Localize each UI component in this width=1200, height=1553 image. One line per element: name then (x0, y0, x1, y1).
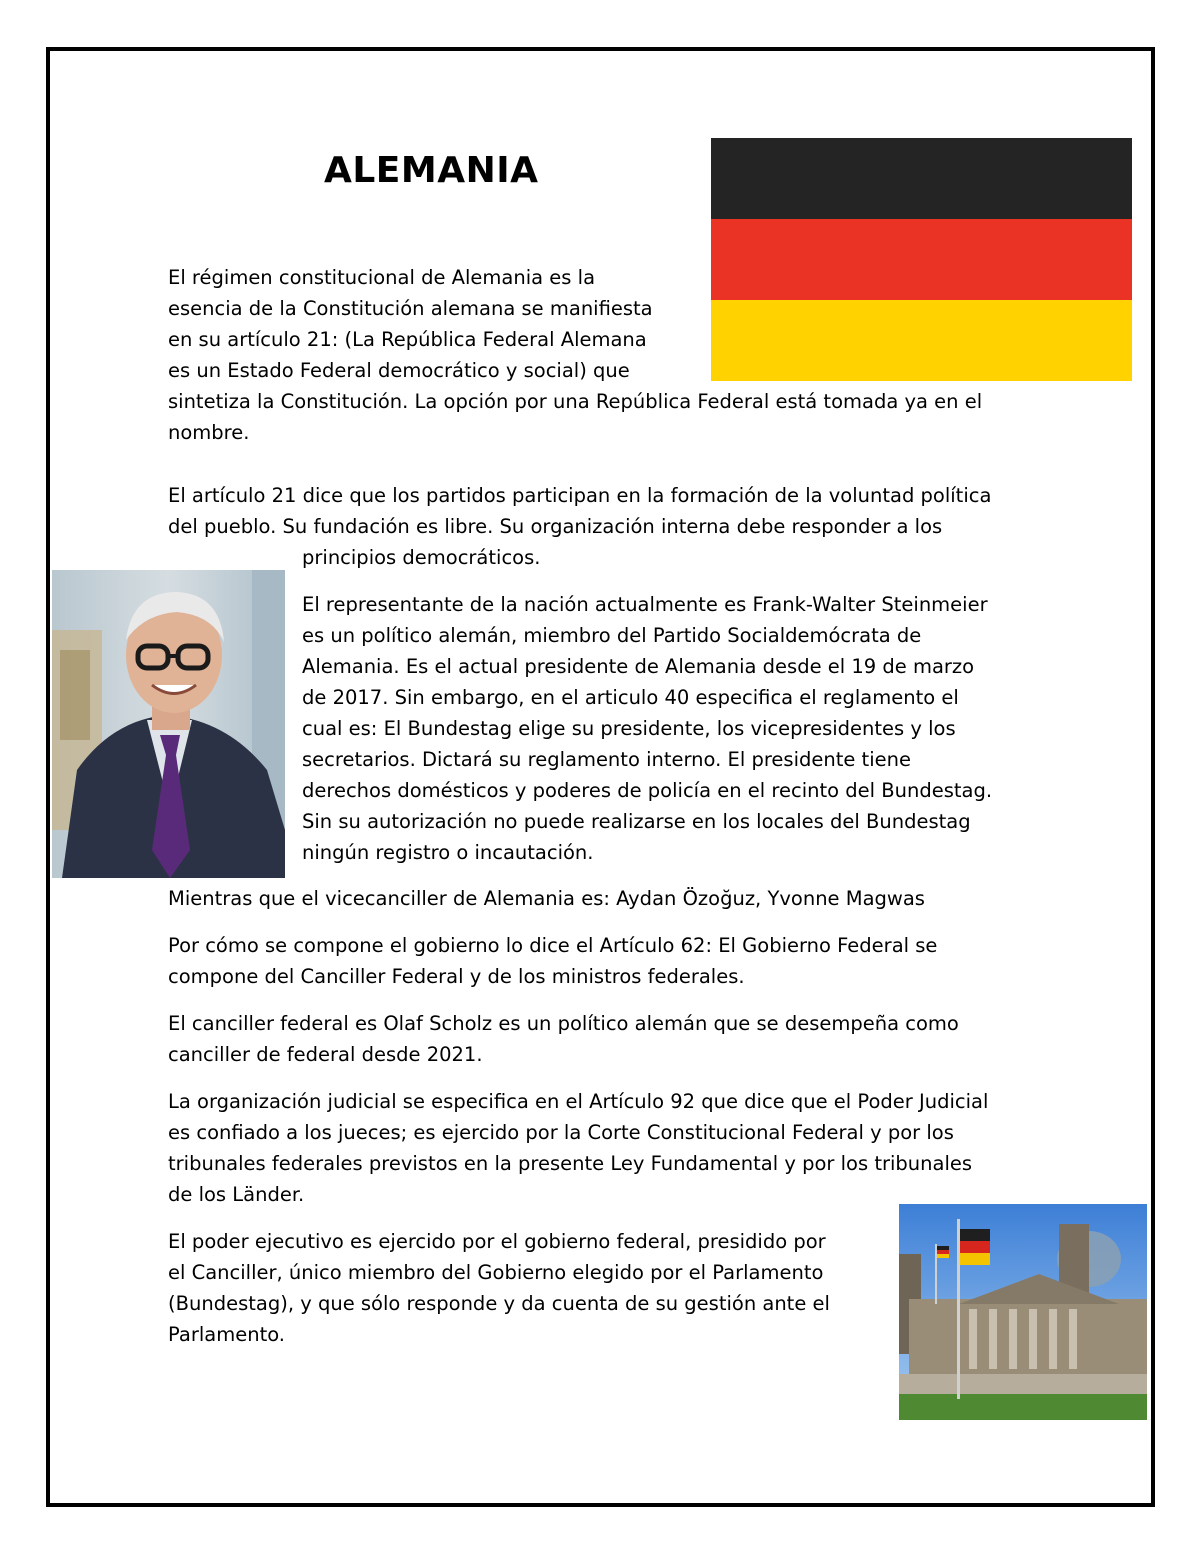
text-line: nombre. (168, 421, 250, 444)
text-line: esencia de la Constitución alemana se manifiesta (168, 297, 653, 320)
text-line: El régimen constitucional de Alemania es la (168, 266, 596, 289)
vice-chancellor-paragraph (168, 883, 925, 914)
text-line: de 2017. Sin embargo, en el articulo 40 especifica el reglamento el (302, 686, 959, 709)
text-line: El poder ejecutivo es ejercido por el gobierno federal, presidido por (168, 1230, 826, 1253)
text-line: Por cómo se compone el gobierno lo dice el Artículo 62: El Gobierno Federal se (168, 934, 938, 957)
text-line: El representante de la nación actualmente es Frank-Walter Steinmeier (302, 593, 988, 616)
text-line: El artículo 21 dice que los partidos participan en la formación de la voluntad política (168, 484, 992, 507)
text-line: Mientras que el vicecanciller de Alemania es: Aydan Özoğuz, Yvonne Magwas (168, 887, 925, 910)
text-line: cual es: El Bundestag elige su presidente, los vicepresidentes y los (302, 717, 956, 740)
text-line: en su artículo 21: (La República Federal Alemana (168, 328, 647, 351)
text-line: Sin su autorización no puede realizarse en los locales del Bundestag (302, 810, 971, 833)
text-line: Parlamento. (168, 1323, 285, 1346)
flag-stripe-black (711, 138, 1132, 219)
intro-paragraph (168, 262, 982, 448)
text-line: La organización judicial se especifica en el Artículo 92 que dice que el Poder Judicial (168, 1090, 989, 1113)
text-line: canciller de federal desde 2021. (168, 1043, 483, 1066)
text-line: es un político alemán, miembro del Partido Socialdemócrata de (302, 624, 922, 647)
president-portrait-photo (52, 570, 285, 878)
text-line: es un Estado Federal democrático y social) que (168, 359, 630, 382)
text-line: secretarios. Dictará su reglamento interno. El presidente tiene (302, 748, 911, 771)
text-line: de los Länder. (168, 1183, 305, 1206)
judicial-paragraph (168, 1086, 988, 1210)
text-line: es confiado a los jueces; es ejercido por la Corte Constitucional Federal y por los (168, 1121, 954, 1144)
text-line: (Bundestag), y que sólo responde y da cuenta de su gestión ante el (168, 1292, 830, 1315)
page-title: ALEMANIA (324, 150, 539, 191)
text-line: sintetiza la Constitución. La opción por una República Federal está tomada ya en el (168, 390, 983, 413)
reichstag-building-photo (899, 1204, 1147, 1420)
text-line: tribunales federales previstos en la presente Ley Fundamental y por los tribunales (168, 1152, 973, 1175)
text-line: El canciller federal es Olaf Scholz es un político alemán que se desempeña como (168, 1012, 959, 1035)
executive-paragraph (168, 1226, 830, 1350)
chancellor-paragraph (168, 1008, 959, 1070)
government-paragraph (168, 930, 937, 992)
text-line: Alemania. Es el actual presidente de Alemania desde el 19 de marzo (302, 655, 975, 678)
text-line: derechos domésticos y poderes de policía en el recinto del Bundestag. (302, 779, 993, 802)
text-line: el Canciller, único miembro del Gobierno elegido por el Parlamento (168, 1261, 824, 1284)
text-line: compone del Canciller Federal y de los ministros federales. (168, 965, 745, 988)
text-line: principios democráticos. (302, 546, 541, 569)
article-21-paragraph (168, 480, 991, 573)
president-paragraph (302, 589, 992, 868)
text-line: del pueblo. Su fundación es libre. Su organización interna debe responder a los (168, 515, 943, 538)
text-line: ningún registro o incautación. (302, 841, 594, 864)
